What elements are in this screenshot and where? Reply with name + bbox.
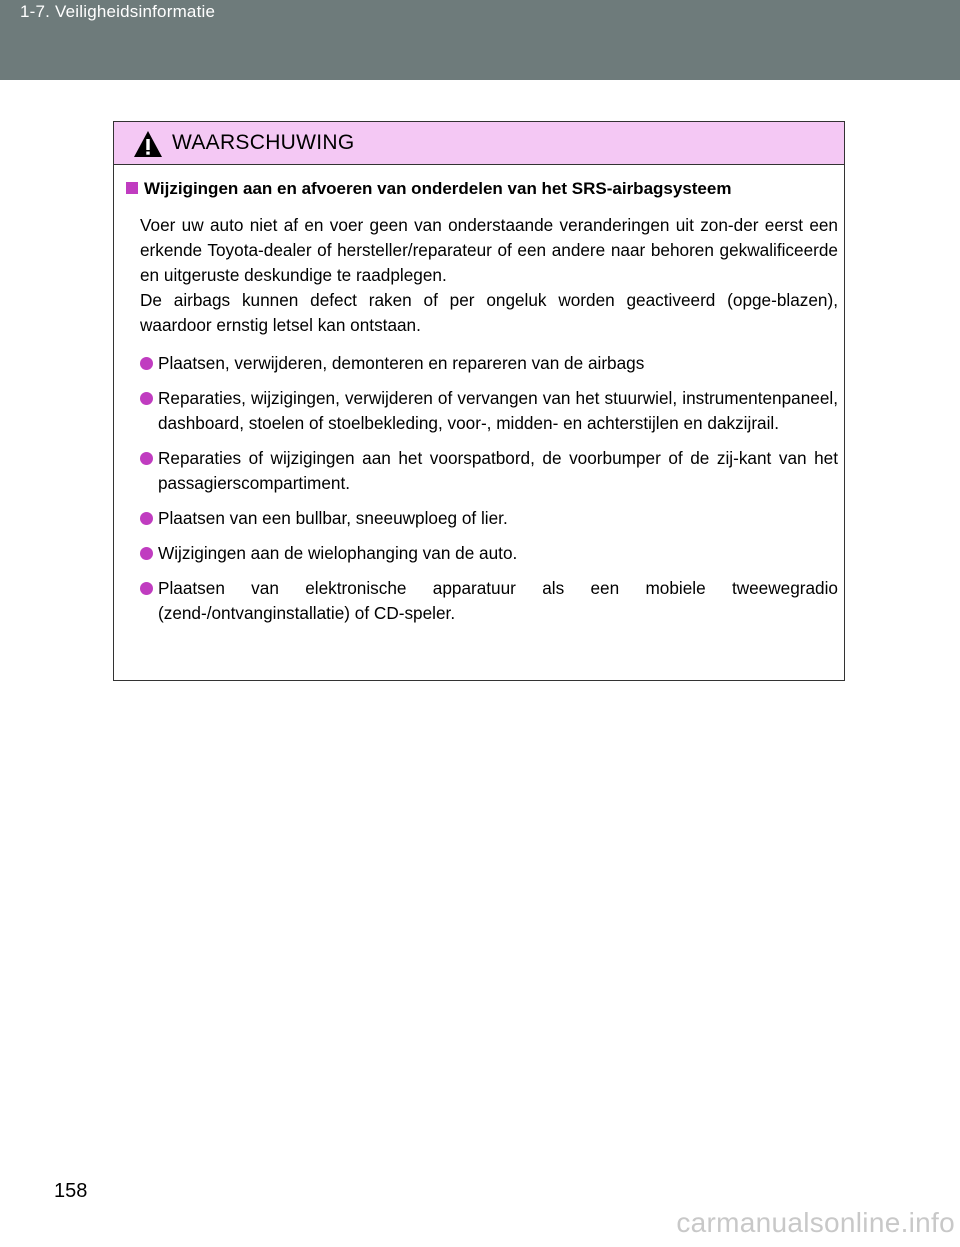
bullet-list xyxy=(140,351,838,636)
paragraph: De airbags kunnen defect raken of per ongeluk worden geactiveerd (opge-blazen), waardoor ernstig letsel kan ontstaan. xyxy=(140,290,838,335)
warning-title: WAARSCHUWING xyxy=(172,131,355,154)
section-heading-text: Wijzigingen aan en afvoeren van onderdelen van het SRS-airbagsysteem xyxy=(144,179,732,198)
list-item xyxy=(140,576,838,626)
paragraph: Voer uw auto niet af en voer geen van onderstaande veranderingen uit zon-der eerst een erkende Toyota-dealer of hersteller/reparateur of een andere naar behoren gekwalificeerde en uitgeruste deskundige te raadplegen. xyxy=(140,215,838,285)
body-text xyxy=(140,213,838,338)
list-item xyxy=(140,506,838,531)
list-item-text: Reparaties of wijzigingen aan het voorspatbord, de voorbumper of de zij-kant van het passagierscompartiment. xyxy=(158,448,838,493)
circle-bullet-icon xyxy=(140,357,153,370)
warning-box xyxy=(113,121,845,681)
list-item-text: Wijzigingen aan de wielophanging van de auto. xyxy=(158,543,518,563)
watermark: carmanualsonline.info xyxy=(676,1207,955,1238)
warning-header xyxy=(114,122,844,165)
list-item-text: Reparaties, wijzigingen, verwijderen of vervangen van het stuurwiel, instrumentenpaneel, dashboard, stoelen of stoelbekleding, voor-, midden- en achterstijlen en dakzijrail. xyxy=(158,388,838,433)
section-title: 1-7. Veiligheidsinformatie xyxy=(20,2,216,21)
list-item xyxy=(140,386,838,436)
list-item xyxy=(140,541,838,566)
list-item xyxy=(140,446,838,496)
list-item-text: Plaatsen van een bullbar, sneeuwploeg of lier. xyxy=(158,508,508,528)
warning-triangle-icon xyxy=(133,130,163,158)
circle-bullet-icon xyxy=(140,512,153,525)
circle-bullet-icon xyxy=(140,582,153,595)
section-heading xyxy=(126,179,731,199)
page-number: 158 xyxy=(54,1180,88,1202)
circle-bullet-icon xyxy=(140,392,153,405)
circle-bullet-icon xyxy=(140,547,153,560)
circle-bullet-icon xyxy=(140,452,153,465)
square-bullet-icon xyxy=(126,182,138,194)
list-item-text: Plaatsen van elektronische apparatuur als een mobiele tweewegradio (zend-/ontvanginstallatie) of CD-speler. xyxy=(158,578,838,623)
list-item xyxy=(140,351,838,376)
list-item-text: Plaatsen, verwijderen, demonteren en repareren van de airbags xyxy=(158,353,645,373)
header-band xyxy=(0,0,960,80)
